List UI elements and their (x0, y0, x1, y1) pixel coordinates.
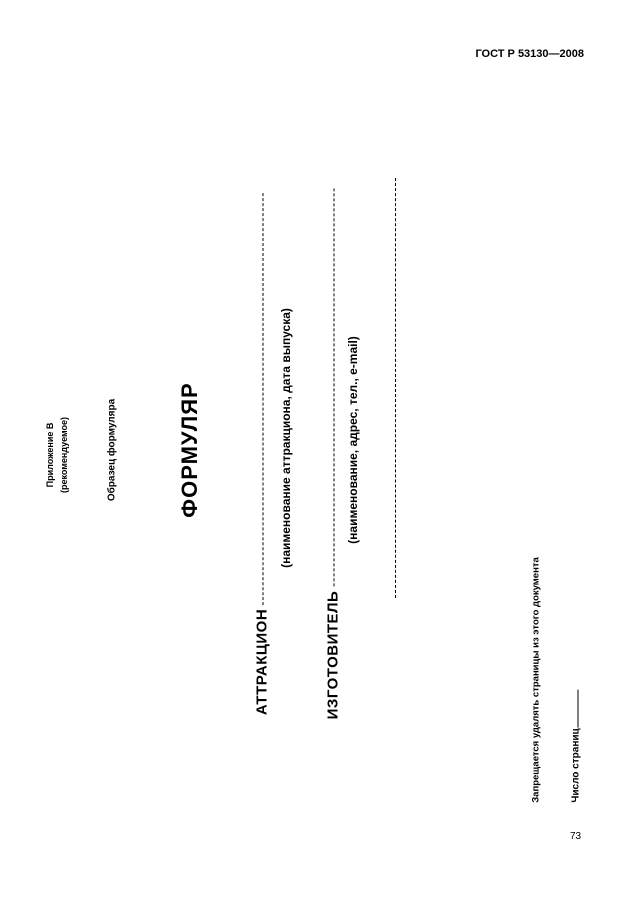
form-title: ФОРМУЛЯР (177, 382, 202, 518)
attraction-fill-line (263, 193, 264, 605)
page-count-line (578, 689, 579, 727)
sample-caption: Образец формуляра (106, 398, 118, 502)
attraction-label: АТТРАКЦИОН (253, 608, 271, 716)
manufacturer-extra-line (395, 178, 396, 598)
attraction-field (254, 193, 271, 715)
deletion-warning: Запрещается удалять страницы из этого документа (530, 557, 542, 803)
manufacturer-fill-line (334, 189, 335, 587)
page-number: 73 (570, 831, 582, 842)
manufacturer-field (325, 189, 342, 720)
annex-title: Приложение В (45, 422, 55, 488)
annex-status: (рекомендуемое) (59, 417, 69, 493)
document-code: ГОСТ Р 53130—2008 (475, 48, 584, 60)
manufacturer-hint: (наименование, адрес, тел., e-mail) (346, 336, 360, 544)
manufacturer-label: ИЗГОТОВИТЕЛЬ (324, 590, 342, 720)
attraction-hint: (наименование аттракциона, дата выпуска) (279, 308, 293, 568)
page-count-label: Число страниц (570, 728, 582, 803)
page-count-field (571, 689, 582, 802)
